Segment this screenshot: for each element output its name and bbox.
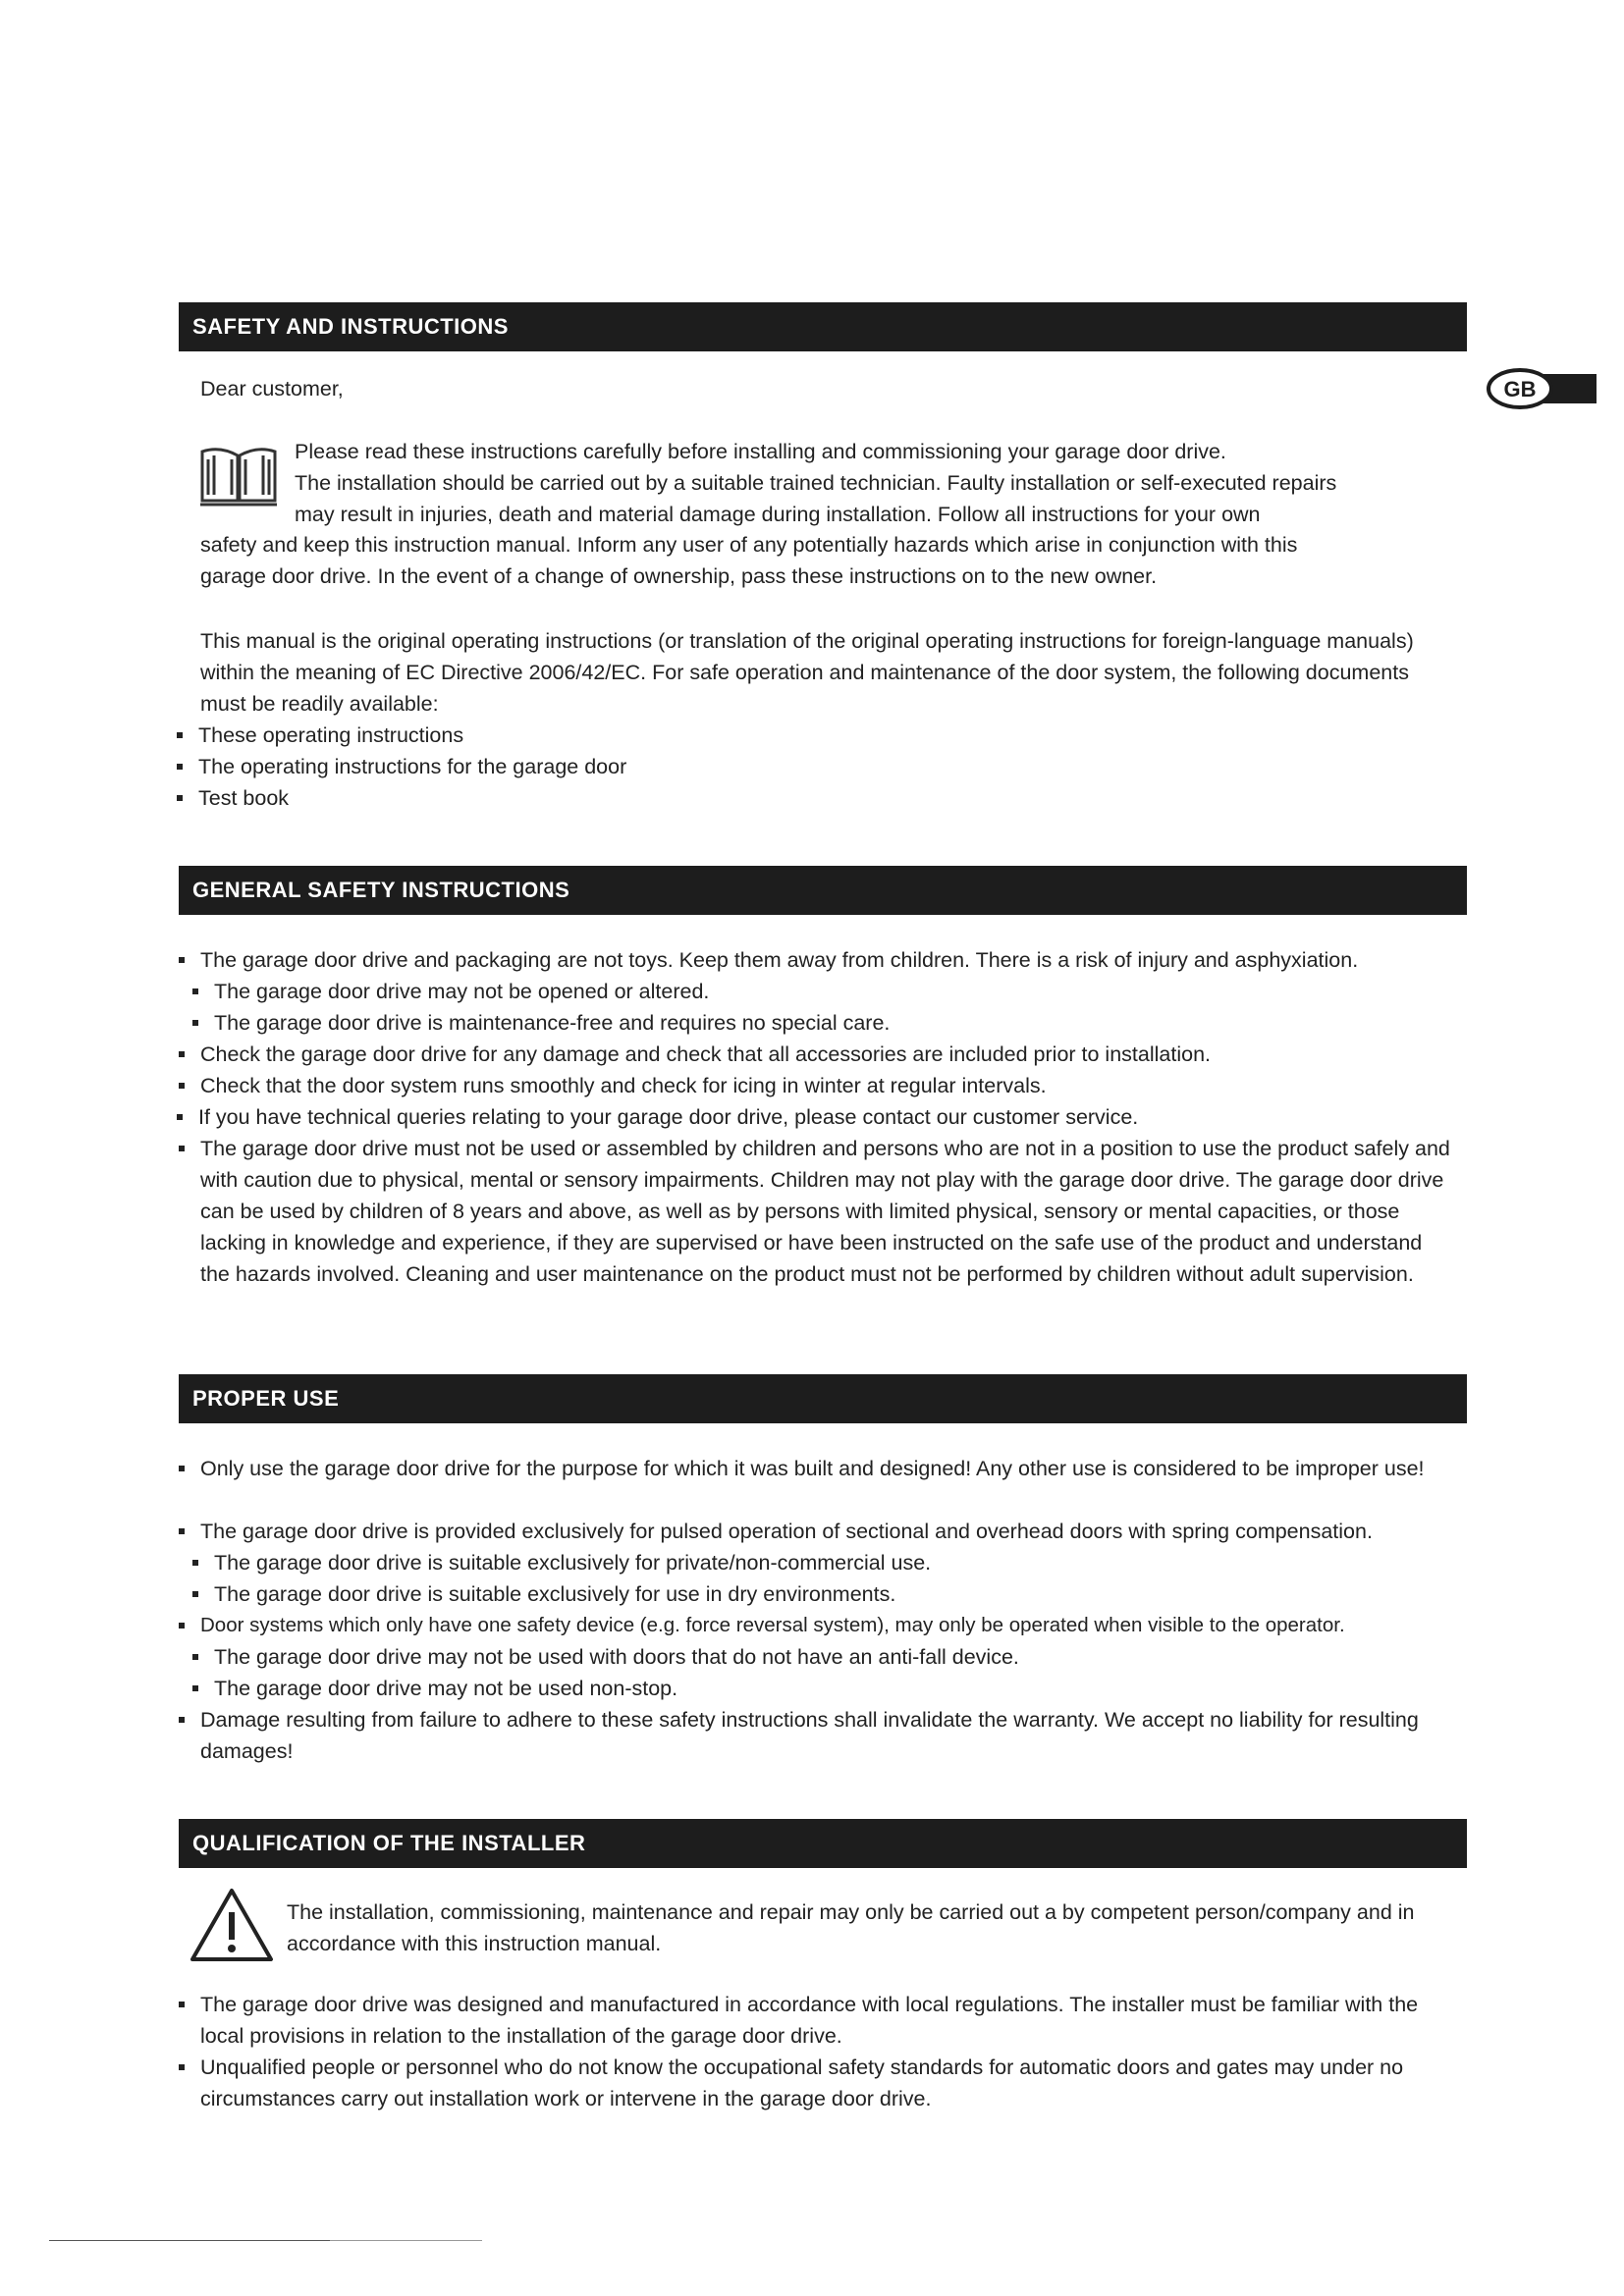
intro-line-5: garage door drive. In the event of a change of ownership, pass these instructions on to the new owner. [200,564,1158,588]
intro-line-3: may result in injuries, death and material damage during installation. Follow all instructions for your own [295,503,1261,526]
proper-use-item-1: Only use the garage door drive for the purpose for which it was built and designed! Any other use is considered to be improper use! [200,1453,1467,1484]
footer-rule [49,2240,330,2241]
general-item-1: The garage door drive and packaging are not toys. Keep them away from children. There is a risk of injury and asphyxiation. [200,944,1477,976]
gb-language-icon [1483,367,1597,410]
section-heading-proper-use: PROPER USE [179,1374,1467,1423]
document-item-1: These operating instructions [198,720,1455,751]
proper-use-item-2: The garage door drive is provided exclusively for pulsed operation of sectional and overhead doors with spring compensation. [200,1516,1477,1547]
qualification-warning: The installation, commissioning, maintenance and repair may only be carried out a by competent person/company and in accordance with this instruction manual. [287,1900,1415,1955]
general-item-6: If you have technical queries relating to your garage door drive, please contact our customer service. [198,1101,1465,1133]
proper-use-item-5: Door systems which only have one safety device (e.g. force reversal system), may only be operated when visible to the operator. [200,1610,1477,1641]
proper-use-item-3: The garage door drive is suitable exclusively for private/non-commercial use. [214,1547,1471,1578]
intro-line-2: The installation should be carried out by a suitable trained technician. Faulty installation or self-executed repairs [295,471,1337,495]
qualification-item-2: Unqualified people or personnel who do not know the occupational safety standards for automatic doors and gates may under no circumstances carry out installation work or intervene in the garage door drive. [200,2052,1467,2114]
section-heading-general: GENERAL SAFETY INSTRUCTIONS [179,866,1467,915]
intro-line-1: Please read these instructions carefully before installing and commissioning your garage door drive. [295,440,1226,463]
document-item-3: Test book [198,782,1455,814]
proper-use-item-7: The garage door drive may not be used non-stop. [214,1673,1471,1704]
general-item-4: Check the garage door drive for any damage and check that all accessories are included prior to installation. [200,1039,1467,1070]
section-heading-safety: SAFETY AND INSTRUCTIONS [179,302,1467,351]
general-item-2: The garage door drive may not be opened or altered. [214,976,1471,1007]
warning-triangle-icon [189,1885,275,1965]
proper-use-item-4: The garage door drive is suitable exclusively for use in dry environments. [214,1578,1471,1610]
open-book-icon [198,436,279,508]
proper-use-item-8: Damage resulting from failure to adhere to these safety instructions shall invalidate the warranty. We accept no liability for resulting damages! [200,1704,1457,1767]
greeting: Dear customer, [200,377,344,400]
qualification-item-1: The garage door drive was designed and manufactured in accordance with local regulations. The installer must be familiar with the local provisions in relation to the installation of the garage door drive. [200,1989,1467,2052]
general-item-7: The garage door drive must not be used or assembled by children and persons who are not in a position to use the product safely and with caution due to physical, mental or sensory impairments. Children may not play with the garage door drive. The garage door drive can be used by children of 8 years and above, as well as by persons with limited physical, sensory or mental capacities, or those lacking in knowledge and experience, if they are supervised or have been instructed on the safe use of the product and understand the hazards involved. Cleaning and user maintenance on the product must not be performed by children without adult supervision. [200,1133,1457,1290]
section-heading-qualification: QUALIFICATION OF THE INSTALLER [179,1819,1467,1868]
footer-rule-faint [330,2240,482,2241]
general-item-5: Check that the door system runs smoothly and check for icing in winter at regular intervals. [200,1070,1467,1101]
general-item-3: The garage door drive is maintenance-free and requires no special care. [214,1007,1471,1039]
proper-use-item-6: The garage door drive may not be used with doors that do not have an anti-fall device. [214,1641,1471,1673]
gb-badge-label: GB [1503,377,1537,401]
document-item-2: The operating instructions for the garage door [198,751,1455,782]
intro-line-4: safety and keep this instruction manual. Inform any user of any potentially hazards which arise in conjunction with this [200,533,1298,557]
manual-paragraph: This manual is the original operating instructions (or translation of the original operating instructions for foreign-language manuals) within the meaning of EC Directive 2006/42/EC. For safe operation and maintenance of the door system, the following documents must be readily available: [200,629,1414,716]
